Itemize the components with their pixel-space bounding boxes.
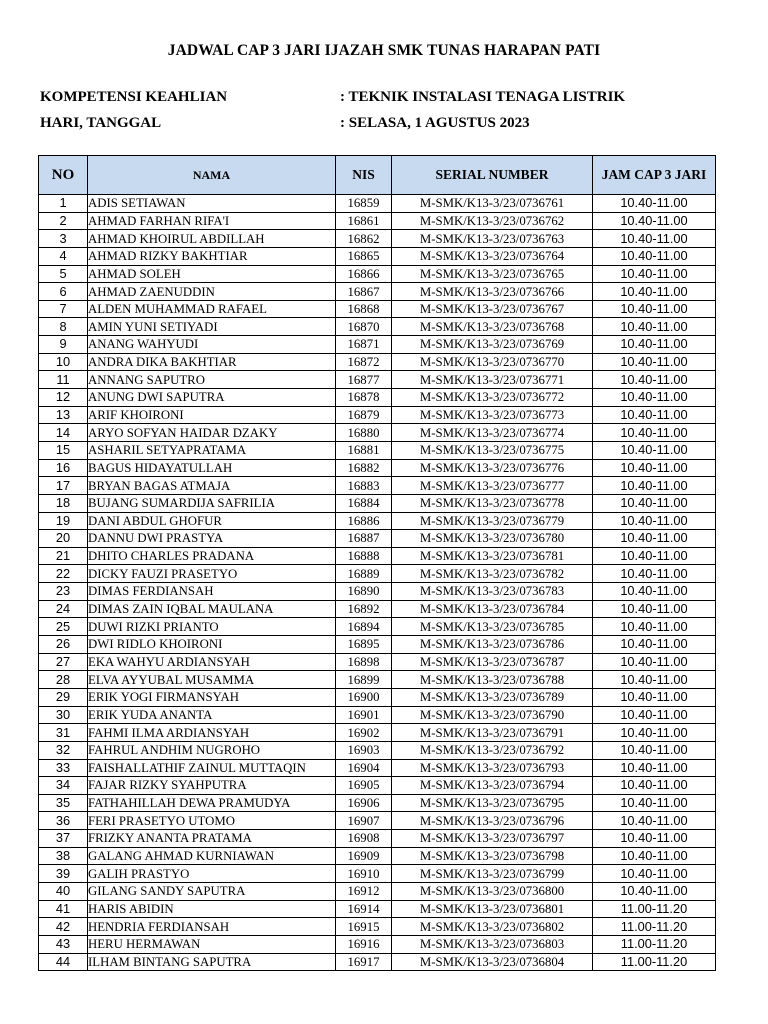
cell-nama: ILHAM BINTANG SAPUTRA (88, 953, 336, 971)
cell-no: 38 (39, 847, 88, 865)
cell-jam: 11.00-11.20 (593, 900, 716, 918)
table-row (39, 494, 716, 512)
table-row (39, 741, 716, 759)
cell-serial: M-SMK/K13-3/23/0736785 (392, 618, 593, 636)
cell-nama: HARIS ABIDIN (88, 900, 336, 918)
cell-nis: 16889 (336, 565, 392, 583)
cell-jam: 10.40-11.00 (593, 600, 716, 618)
cell-jam: 11.00-11.20 (593, 918, 716, 936)
cell-serial: M-SMK/K13-3/23/0736761 (392, 195, 593, 213)
cell-nis: 16914 (336, 900, 392, 918)
cell-nis: 16910 (336, 865, 392, 883)
cell-nis: 16908 (336, 830, 392, 848)
cell-jam: 10.40-11.00 (593, 212, 716, 230)
column-header-jam: JAM CAP 3 JARI (593, 156, 716, 195)
cell-nama: FERI PRASETYO UTOMO (88, 812, 336, 830)
cell-nis: 16872 (336, 353, 392, 371)
column-header-nama: NAMA (88, 156, 336, 195)
cell-nama: ADIS SETIAWAN (88, 195, 336, 213)
table-row (39, 953, 716, 971)
cell-jam: 10.40-11.00 (593, 477, 716, 495)
cell-nis: 16903 (336, 741, 392, 759)
table-row (39, 653, 716, 671)
cell-no: 23 (39, 583, 88, 601)
cell-no: 26 (39, 636, 88, 654)
cell-no: 13 (39, 406, 88, 424)
cell-no: 25 (39, 618, 88, 636)
cell-jam: 10.40-11.00 (593, 759, 716, 777)
cell-no: 37 (39, 830, 88, 848)
cell-nis: 16907 (336, 812, 392, 830)
cell-jam: 10.40-11.00 (593, 565, 716, 583)
cell-jam: 10.40-11.00 (593, 195, 716, 213)
table-row (39, 918, 716, 936)
cell-no: 2 (39, 212, 88, 230)
cell-serial: M-SMK/K13-3/23/0736803 (392, 935, 593, 953)
table-row (39, 847, 716, 865)
cell-nis: 16879 (336, 406, 392, 424)
cell-serial: M-SMK/K13-3/23/0736804 (392, 953, 593, 971)
cell-nama: HERU HERMAWAN (88, 935, 336, 953)
cell-nis: 16861 (336, 212, 392, 230)
cell-no: 8 (39, 318, 88, 336)
cell-serial: M-SMK/K13-3/23/0736764 (392, 247, 593, 265)
cell-nis: 16887 (336, 530, 392, 548)
meta-label: HARI, TANGGAL (40, 115, 162, 131)
table-row (39, 724, 716, 742)
cell-nama: DANNU DWI PRASTYA (88, 530, 336, 548)
column-header-no: NO (39, 156, 88, 195)
cell-serial: M-SMK/K13-3/23/0736788 (392, 671, 593, 689)
cell-nis: 16916 (336, 935, 392, 953)
cell-serial: M-SMK/K13-3/23/0736765 (392, 265, 593, 283)
cell-nis: 16867 (336, 283, 392, 301)
cell-serial: M-SMK/K13-3/23/0736779 (392, 512, 593, 530)
cell-no: 16 (39, 459, 88, 477)
cell-jam: 10.40-11.00 (593, 336, 716, 354)
cell-serial: M-SMK/K13-3/23/0736784 (392, 600, 593, 618)
cell-nama: DUWI RIZKI PRIANTO (88, 618, 336, 636)
column-header-serial: SERIAL NUMBER (392, 156, 593, 195)
table-row (39, 283, 716, 301)
cell-no: 30 (39, 706, 88, 724)
cell-jam: 10.40-11.00 (593, 724, 716, 742)
table-row (39, 706, 716, 724)
page-title: JADWAL CAP 3 JARI IJAZAH SMK TUNAS HARAPAN PATI (167, 42, 601, 59)
cell-nama: DWI RIDLO KHOIRONI (88, 636, 336, 654)
cell-jam: 10.40-11.00 (593, 247, 716, 265)
cell-serial: M-SMK/K13-3/23/0736772 (392, 389, 593, 407)
cell-serial: M-SMK/K13-3/23/0736801 (392, 900, 593, 918)
cell-nama: HENDRIA FERDIANSAH (88, 918, 336, 936)
cell-jam: 10.40-11.00 (593, 741, 716, 759)
table-row (39, 830, 716, 848)
cell-serial: M-SMK/K13-3/23/0736795 (392, 794, 593, 812)
cell-jam: 10.40-11.00 (593, 459, 716, 477)
cell-nis: 16901 (336, 706, 392, 724)
cell-serial: M-SMK/K13-3/23/0736776 (392, 459, 593, 477)
cell-nama: ANNANG SAPUTRO (88, 371, 336, 389)
table-row (39, 441, 716, 459)
cell-no: 40 (39, 882, 88, 900)
cell-no: 17 (39, 477, 88, 495)
cell-nis: 16883 (336, 477, 392, 495)
cell-no: 36 (39, 812, 88, 830)
table-row (39, 477, 716, 495)
cell-nis: 16898 (336, 653, 392, 671)
cell-jam: 10.40-11.00 (593, 230, 716, 248)
cell-serial: M-SMK/K13-3/23/0736768 (392, 318, 593, 336)
cell-jam: 10.40-11.00 (593, 618, 716, 636)
table-row (39, 459, 716, 477)
cell-nis: 16859 (336, 195, 392, 213)
cell-serial: M-SMK/K13-3/23/0736781 (392, 547, 593, 565)
cell-nis: 16865 (336, 247, 392, 265)
cell-nis: 16878 (336, 389, 392, 407)
table-row (39, 512, 716, 530)
cell-nama: DICKY FAUZI PRASETYO (88, 565, 336, 583)
cell-nis: 16892 (336, 600, 392, 618)
table-row (39, 389, 716, 407)
cell-no: 39 (39, 865, 88, 883)
schedule-table (38, 155, 716, 971)
meta-value: : TEKNIK INSTALASI TENAGA LISTRIK (340, 89, 626, 105)
cell-jam: 10.40-11.00 (593, 283, 716, 301)
cell-jam: 11.00-11.20 (593, 953, 716, 971)
cell-no: 1 (39, 195, 88, 213)
cell-nis: 16877 (336, 371, 392, 389)
cell-nama: AMIN YUNI SETIYADI (88, 318, 336, 336)
cell-jam: 11.00-11.20 (593, 935, 716, 953)
cell-no: 28 (39, 671, 88, 689)
cell-serial: M-SMK/K13-3/23/0736794 (392, 777, 593, 795)
cell-serial: M-SMK/K13-3/23/0736782 (392, 565, 593, 583)
cell-nama: DIMAS FERDIANSAH (88, 583, 336, 601)
table-row (39, 318, 716, 336)
cell-jam: 10.40-11.00 (593, 512, 716, 530)
table-row (39, 247, 716, 265)
cell-nama: AHMAD SOLEH (88, 265, 336, 283)
cell-serial: M-SMK/K13-3/23/0736769 (392, 336, 593, 354)
cell-nama: DHITO CHARLES PRADANA (88, 547, 336, 565)
cell-nis: 16870 (336, 318, 392, 336)
table-row (39, 618, 716, 636)
cell-no: 33 (39, 759, 88, 777)
cell-serial: M-SMK/K13-3/23/0736786 (392, 636, 593, 654)
cell-nama: EKA WAHYU ARDIANSYAH (88, 653, 336, 671)
cell-no: 32 (39, 741, 88, 759)
table-row (39, 300, 716, 318)
table-row (39, 759, 716, 777)
cell-jam: 10.40-11.00 (593, 265, 716, 283)
cell-nis: 16884 (336, 494, 392, 512)
cell-nama: BUJANG SUMARDIJA SAFRILIA (88, 494, 336, 512)
cell-nama: ANANG WAHYUDI (88, 336, 336, 354)
table-row (39, 935, 716, 953)
cell-nama: BAGUS HIDAYATULLAH (88, 459, 336, 477)
cell-nis: 16888 (336, 547, 392, 565)
cell-serial: M-SMK/K13-3/23/0736770 (392, 353, 593, 371)
cell-serial: M-SMK/K13-3/23/0736777 (392, 477, 593, 495)
table-header-row (39, 156, 716, 195)
table-row (39, 353, 716, 371)
cell-serial: M-SMK/K13-3/23/0736790 (392, 706, 593, 724)
cell-jam: 10.40-11.00 (593, 830, 716, 848)
cell-no: 11 (39, 371, 88, 389)
cell-serial: M-SMK/K13-3/23/0736797 (392, 830, 593, 848)
table-row (39, 530, 716, 548)
table-row (39, 671, 716, 689)
cell-no: 5 (39, 265, 88, 283)
cell-no: 14 (39, 424, 88, 442)
cell-nis: 16899 (336, 671, 392, 689)
cell-no: 22 (39, 565, 88, 583)
cell-nama: ERIK YUDA ANANTA (88, 706, 336, 724)
cell-no: 3 (39, 230, 88, 248)
cell-nis: 16871 (336, 336, 392, 354)
cell-serial: M-SMK/K13-3/23/0736787 (392, 653, 593, 671)
cell-jam: 10.40-11.00 (593, 583, 716, 601)
table-row (39, 195, 716, 213)
cell-jam: 10.40-11.00 (593, 865, 716, 883)
cell-nis: 16868 (336, 300, 392, 318)
cell-serial: M-SMK/K13-3/23/0736766 (392, 283, 593, 301)
cell-no: 15 (39, 441, 88, 459)
table-row (39, 600, 716, 618)
cell-jam: 10.40-11.00 (593, 882, 716, 900)
cell-nama: ALDEN MUHAMMAD RAFAEL (88, 300, 336, 318)
cell-nama: FAJAR RIZKY SYAHPUTRA (88, 777, 336, 795)
table-row (39, 882, 716, 900)
table-row (39, 565, 716, 583)
cell-jam: 10.40-11.00 (593, 441, 716, 459)
cell-nama: ANUNG DWI SAPUTRA (88, 389, 336, 407)
table-row (39, 794, 716, 812)
cell-serial: M-SMK/K13-3/23/0736767 (392, 300, 593, 318)
cell-serial: M-SMK/K13-3/23/0736799 (392, 865, 593, 883)
table-row (39, 865, 716, 883)
cell-nama: FAISHALLATHIF ZAINUL MUTTAQIN (88, 759, 336, 777)
cell-jam: 10.40-11.00 (593, 300, 716, 318)
cell-nama: ARYO SOFYAN HAIDAR DZAKY (88, 424, 336, 442)
cell-nis: 16866 (336, 265, 392, 283)
cell-no: 42 (39, 918, 88, 936)
cell-nis: 16915 (336, 918, 392, 936)
cell-nama: DANI ABDUL GHOFUR (88, 512, 336, 530)
cell-jam: 10.40-11.00 (593, 318, 716, 336)
cell-no: 20 (39, 530, 88, 548)
table-row (39, 688, 716, 706)
table-row (39, 583, 716, 601)
table-row (39, 230, 716, 248)
cell-jam: 10.40-11.00 (593, 777, 716, 795)
table-row (39, 212, 716, 230)
cell-nama: AHMAD ZAENUDDIN (88, 283, 336, 301)
table-row (39, 812, 716, 830)
cell-nama: GALIH PRASTYO (88, 865, 336, 883)
cell-no: 7 (39, 300, 88, 318)
cell-serial: M-SMK/K13-3/23/0736763 (392, 230, 593, 248)
cell-nis: 16894 (336, 618, 392, 636)
cell-nis: 16880 (336, 424, 392, 442)
cell-serial: M-SMK/K13-3/23/0736792 (392, 741, 593, 759)
cell-nama: ELVA AYYUBAL MUSAMMA (88, 671, 336, 689)
cell-no: 41 (39, 900, 88, 918)
cell-nama: DIMAS ZAIN IQBAL MAULANA (88, 600, 336, 618)
cell-no: 27 (39, 653, 88, 671)
cell-nama: GALANG AHMAD KURNIAWAN (88, 847, 336, 865)
cell-jam: 10.40-11.00 (593, 424, 716, 442)
cell-no: 18 (39, 494, 88, 512)
cell-no: 29 (39, 688, 88, 706)
cell-no: 9 (39, 336, 88, 354)
cell-nis: 16886 (336, 512, 392, 530)
cell-serial: M-SMK/K13-3/23/0736778 (392, 494, 593, 512)
cell-nama: ERIK YOGI FIRMANSYAH (88, 688, 336, 706)
cell-nis: 16917 (336, 953, 392, 971)
cell-nis: 16862 (336, 230, 392, 248)
cell-jam: 10.40-11.00 (593, 794, 716, 812)
table-row (39, 777, 716, 795)
cell-no: 34 (39, 777, 88, 795)
cell-serial: M-SMK/K13-3/23/0736802 (392, 918, 593, 936)
cell-no: 12 (39, 389, 88, 407)
table-row (39, 900, 716, 918)
table-row (39, 371, 716, 389)
cell-no: 21 (39, 547, 88, 565)
cell-nama: BRYAN BAGAS ATMAJA (88, 477, 336, 495)
cell-nama: AHMAD KHOIRUL ABDILLAH (88, 230, 336, 248)
cell-nis: 16882 (336, 459, 392, 477)
cell-nis: 16881 (336, 441, 392, 459)
cell-nis: 16904 (336, 759, 392, 777)
table-row (39, 336, 716, 354)
table-row (39, 406, 716, 424)
cell-jam: 10.40-11.00 (593, 688, 716, 706)
cell-nama: FAHMI ILMA ARDIANSYAH (88, 724, 336, 742)
cell-serial: M-SMK/K13-3/23/0736800 (392, 882, 593, 900)
cell-jam: 10.40-11.00 (593, 847, 716, 865)
cell-no: 10 (39, 353, 88, 371)
table-row (39, 547, 716, 565)
cell-nama: ANDRA DIKA BAKHTIAR (88, 353, 336, 371)
cell-nama: FATHAHILLAH DEWA PRAMUDYA (88, 794, 336, 812)
cell-nis: 16890 (336, 583, 392, 601)
column-header-nis: NIS (336, 156, 392, 195)
cell-serial: M-SMK/K13-3/23/0736791 (392, 724, 593, 742)
cell-nis: 16905 (336, 777, 392, 795)
table-body (39, 195, 716, 971)
cell-serial: M-SMK/K13-3/23/0736771 (392, 371, 593, 389)
cell-nama: GILANG SANDY SAPUTRA (88, 882, 336, 900)
cell-nis: 16900 (336, 688, 392, 706)
cell-jam: 10.40-11.00 (593, 530, 716, 548)
cell-jam: 10.40-11.00 (593, 371, 716, 389)
cell-jam: 10.40-11.00 (593, 547, 716, 565)
cell-serial: M-SMK/K13-3/23/0736780 (392, 530, 593, 548)
cell-serial: M-SMK/K13-3/23/0736774 (392, 424, 593, 442)
cell-jam: 10.40-11.00 (593, 812, 716, 830)
cell-jam: 10.40-11.00 (593, 389, 716, 407)
cell-jam: 10.40-11.00 (593, 406, 716, 424)
cell-nis: 16895 (336, 636, 392, 654)
cell-no: 44 (39, 953, 88, 971)
meta-label: KOMPETENSI KEAHLIAN (40, 89, 228, 105)
cell-nama: FRIZKY ANANTA PRATAMA (88, 830, 336, 848)
cell-no: 6 (39, 283, 88, 301)
cell-serial: M-SMK/K13-3/23/0736783 (392, 583, 593, 601)
cell-nis: 16912 (336, 882, 392, 900)
table-row (39, 636, 716, 654)
cell-nama: AHMAD FARHAN RIFA'I (88, 212, 336, 230)
cell-no: 43 (39, 935, 88, 953)
cell-no: 19 (39, 512, 88, 530)
cell-no: 35 (39, 794, 88, 812)
cell-nama: AHMAD RIZKY BAKHTIAR (88, 247, 336, 265)
table-row (39, 265, 716, 283)
cell-no: 4 (39, 247, 88, 265)
cell-jam: 10.40-11.00 (593, 706, 716, 724)
cell-nis: 16909 (336, 847, 392, 865)
cell-no: 31 (39, 724, 88, 742)
cell-serial: M-SMK/K13-3/23/0736789 (392, 688, 593, 706)
cell-serial: M-SMK/K13-3/23/0736773 (392, 406, 593, 424)
cell-nis: 16906 (336, 794, 392, 812)
cell-nama: ASHARIL SETYAPRATAMA (88, 441, 336, 459)
cell-nama: FAHRUL ANDHIM NUGROHO (88, 741, 336, 759)
cell-serial: M-SMK/K13-3/23/0736796 (392, 812, 593, 830)
cell-serial: M-SMK/K13-3/23/0736762 (392, 212, 593, 230)
cell-jam: 10.40-11.00 (593, 353, 716, 371)
cell-jam: 10.40-11.00 (593, 494, 716, 512)
cell-jam: 10.40-11.00 (593, 671, 716, 689)
cell-jam: 10.40-11.00 (593, 653, 716, 671)
cell-no: 24 (39, 600, 88, 618)
cell-nama: ARIF KHOIRONI (88, 406, 336, 424)
cell-jam: 10.40-11.00 (593, 636, 716, 654)
meta-value: : SELASA, 1 AGUSTUS 2023 (340, 115, 530, 131)
cell-serial: M-SMK/K13-3/23/0736793 (392, 759, 593, 777)
cell-serial: M-SMK/K13-3/23/0736775 (392, 441, 593, 459)
table-row (39, 424, 716, 442)
cell-serial: M-SMK/K13-3/23/0736798 (392, 847, 593, 865)
cell-nis: 16902 (336, 724, 392, 742)
